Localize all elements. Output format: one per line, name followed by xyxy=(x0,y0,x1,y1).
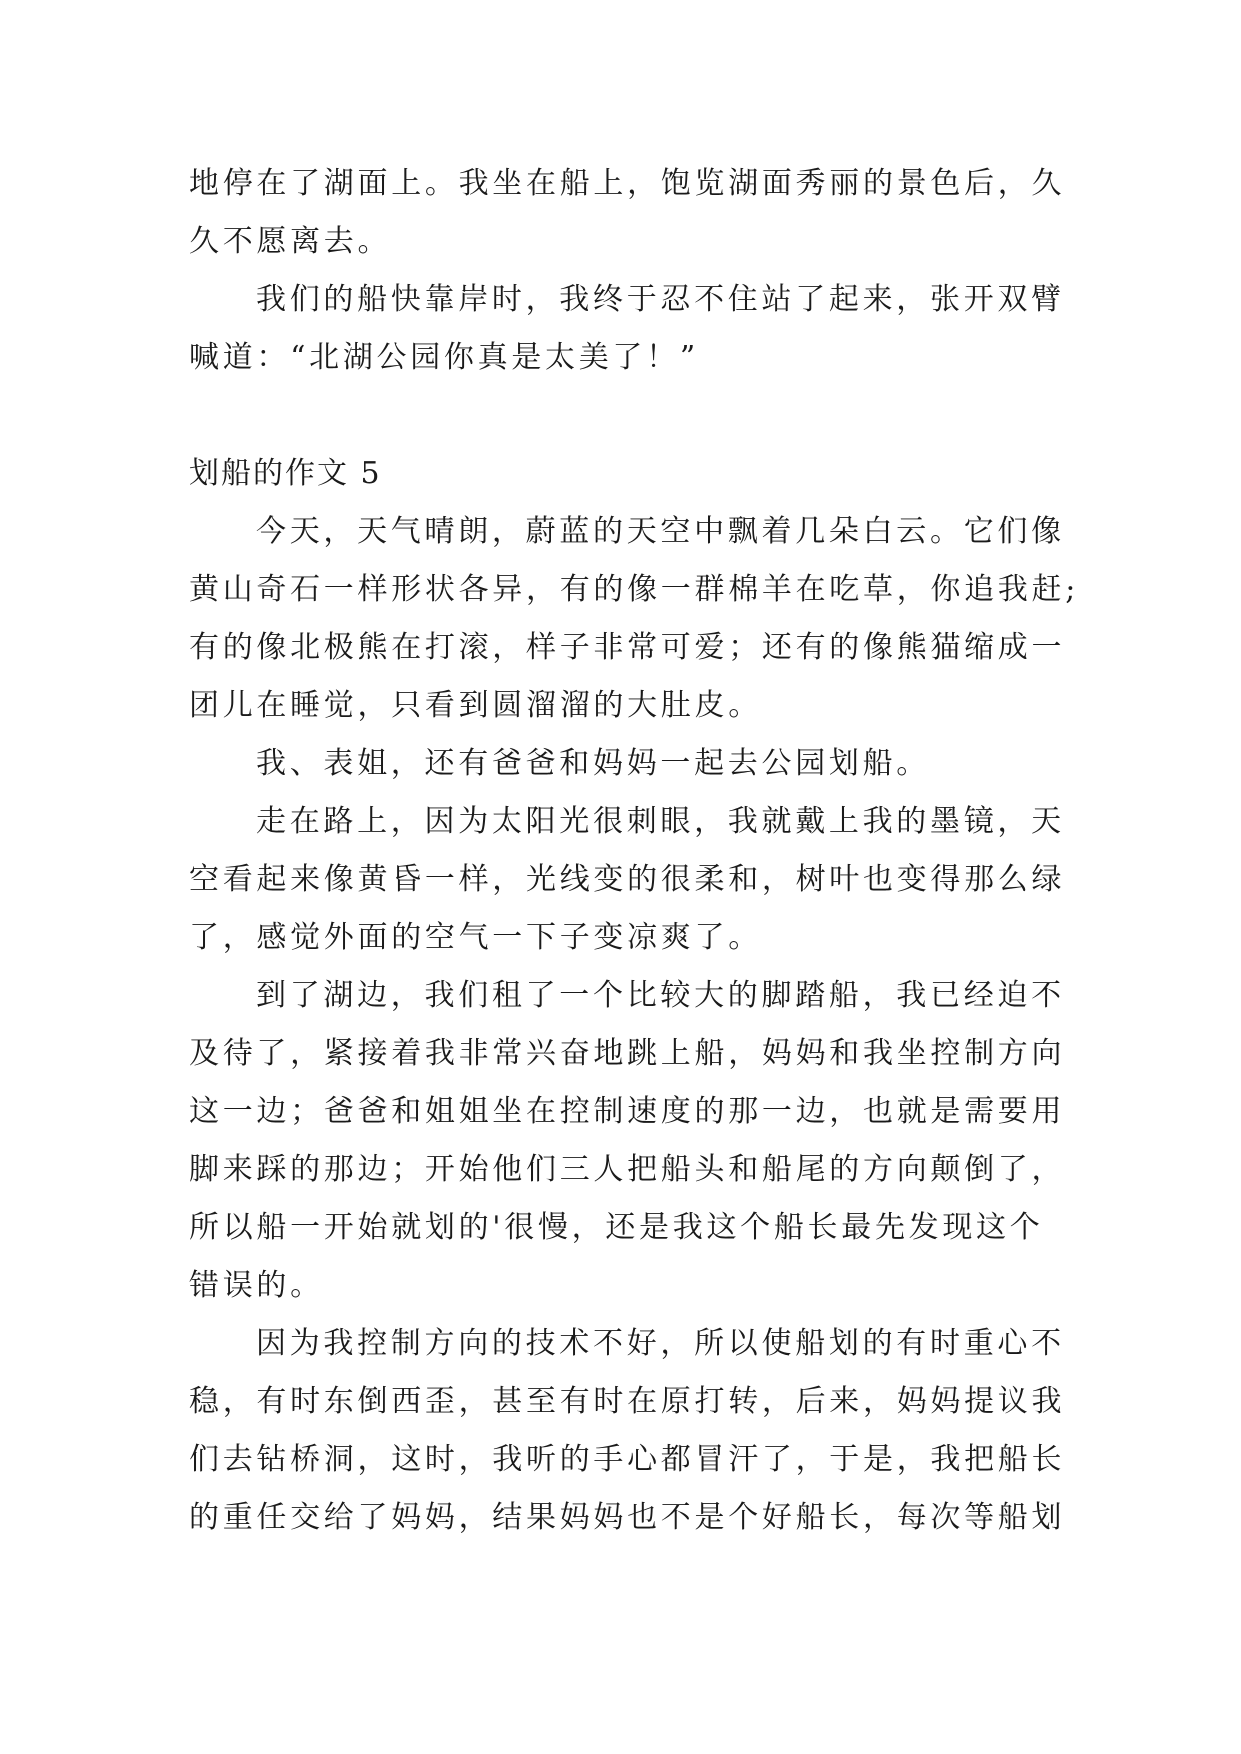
text-line: 稳，有时东倒西歪，甚至有时在原打转，后来，妈妈提议我 xyxy=(189,1384,1066,1419)
text-line: 脚来踩的那边；开始他们三人把船头和船尾的方向颠倒了， xyxy=(189,1152,1066,1187)
paragraph-shore xyxy=(189,271,1065,387)
document-page xyxy=(189,155,1080,1547)
text-line: 到了湖边，我们租了一个比较大的脚踏船，我已经迫不 xyxy=(256,978,1065,1013)
paragraph-steer xyxy=(189,1315,1066,1547)
text-line: 空看起来像黄昏一样，光线变的很柔和，树叶也变得那么绿 xyxy=(189,862,1066,897)
text-line: 及待了，紧接着我非常兴奋地跳上船，妈妈和我坐控制方向 xyxy=(189,1036,1066,1071)
paragraph-weather xyxy=(189,503,1080,735)
blank-line xyxy=(189,387,1055,445)
text-line: 走在路上，因为太阳光很刺眼，我就戴上我的墨镜，天 xyxy=(256,804,1065,839)
text-line: 地停在了湖面上。我坐在船上，饱览湖面秀丽的景色后，久 xyxy=(189,166,1066,201)
text-line: 这一边；爸爸和姐姐坐在控制速度的那一边，也就是需要用 xyxy=(189,1094,1066,1129)
text-line: 有的像北极熊在打滚，样子非常可爱；还有的像熊猫缩成一 xyxy=(189,630,1066,665)
text-line: 我们的船快靠岸时，我终于忍不住站了起来，张开双臂 xyxy=(256,282,1065,317)
text-line: 的重任交给了妈妈，结果妈妈也不是个好船长，每次等船划 xyxy=(189,1500,1066,1535)
text-line: 黄山奇石一样形状各异，有的像一群棉羊在吃草，你追我赶; xyxy=(189,572,1080,607)
essay-title: 划船的作文 5 xyxy=(189,456,382,491)
text-line: 久不愿离去。 xyxy=(189,224,392,259)
text-line: 团儿在睡觉，只看到圆溜溜的大肚皮。 xyxy=(189,688,762,723)
text-line: 所以船一开始就划的'很慢，还是我这个船长最先发现这个 xyxy=(189,1210,1044,1245)
text-line: 喊道：“北湖公园你真是太美了！” xyxy=(189,340,699,375)
text-line: 们去钻桥洞，这时，我听的手心都冒汗了，于是，我把船长 xyxy=(189,1442,1066,1477)
paragraph-family xyxy=(189,735,1055,793)
paragraph-continuation xyxy=(189,155,1066,271)
paragraph-road xyxy=(189,793,1066,967)
text-line: 因为我控制方向的技术不好，所以使船划的有时重心不 xyxy=(256,1326,1065,1361)
text-line: 错误的。 xyxy=(189,1268,324,1303)
text-line: 了，感觉外面的空气一下子变凉爽了。 xyxy=(189,920,762,955)
text-line: 今天，天气晴朗，蔚蓝的天空中飘着几朵白云。它们像 xyxy=(256,514,1065,549)
text-line: 我、表姐，还有爸爸和妈妈一起去公园划船。 xyxy=(256,746,930,781)
paragraph-lake xyxy=(189,967,1066,1315)
